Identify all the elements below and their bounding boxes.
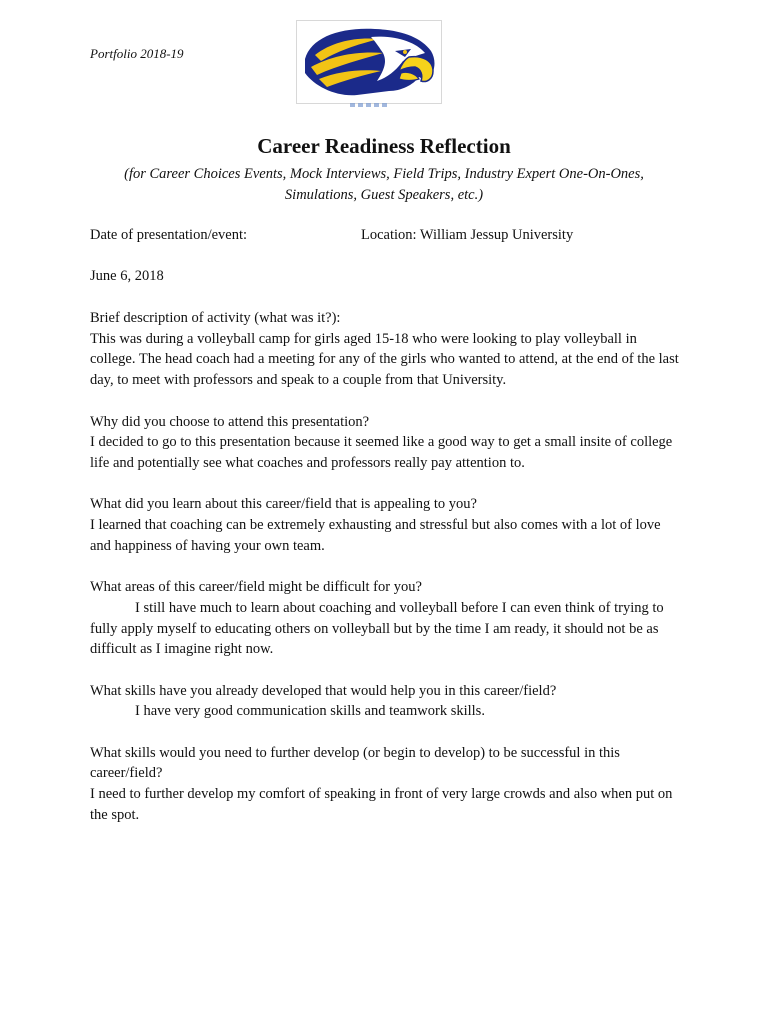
eagle-mascot-icon (297, 21, 441, 103)
reflection-body (90, 308, 682, 846)
eagle-logo (296, 20, 442, 104)
section-description (90, 308, 682, 391)
answer-text: I need to further develop my comfort of speaking in front of very large crowds and also when put on the spot. (90, 786, 673, 823)
answer-text: I still have much to learn about coaching and volleyball before I can even think of trying to fully apply myself to educating others on volleyball but by the time I am ready, it should not be as difficult as I imagine right now. (90, 599, 664, 658)
section-skills-developed (90, 681, 682, 722)
logo-caption-mark (350, 103, 390, 107)
question-text: What skills have you already developed that would help you in this career/field? (90, 682, 557, 699)
section-skills-needed (90, 743, 682, 826)
page-title: Career Readiness Reflection (257, 134, 511, 158)
location-label: Location: William Jessup University (361, 227, 574, 243)
question-text: What did you learn about this career/field that is appealing to you? (90, 496, 477, 513)
section-why-attend (90, 412, 682, 474)
answer-text: I learned that coaching can be extremely exhausting and stressful but also comes with a lot of love and happiness of having your own team. (90, 517, 661, 554)
date-value: June 6, 2018 (90, 268, 164, 284)
question-text: Brief description of activity (what was it?): (90, 310, 341, 326)
answer-text: This was during a volleyball camp for girls aged 15-18 who were looking to play volleyball in college. The head coach had a meeting for any of the girls who wanted to attend, at the end of the last day, to meet with professors and speak to a couple from that University. (90, 330, 679, 389)
question-text: What areas of this career/field might be difficult for you? (90, 579, 422, 596)
answer-text: I decided to go to this presentation because it seemed like a good way to get a small insite of college life and potentially see what coaches and professors really pay attention to. (90, 434, 673, 471)
answer-text: I have very good communication skills and teamwork skills. (135, 703, 485, 720)
date-label: Date of presentation/event: (90, 227, 248, 243)
question-text: What skills would you need to further develop (or begin to develop) to be successful in this career/field? (90, 744, 620, 782)
page-subtitle: (for Career Choices Events, Mock Interviews, Field Trips, Industry Expert One-On-Ones, Simulations, Guest Speakers, etc.) (124, 166, 644, 203)
portfolio-label: Portfolio 2018-19 (90, 46, 184, 61)
question-text: Why did you choose to attend this presentation? (90, 413, 370, 430)
section-learned (90, 494, 682, 556)
section-difficult (90, 577, 682, 660)
